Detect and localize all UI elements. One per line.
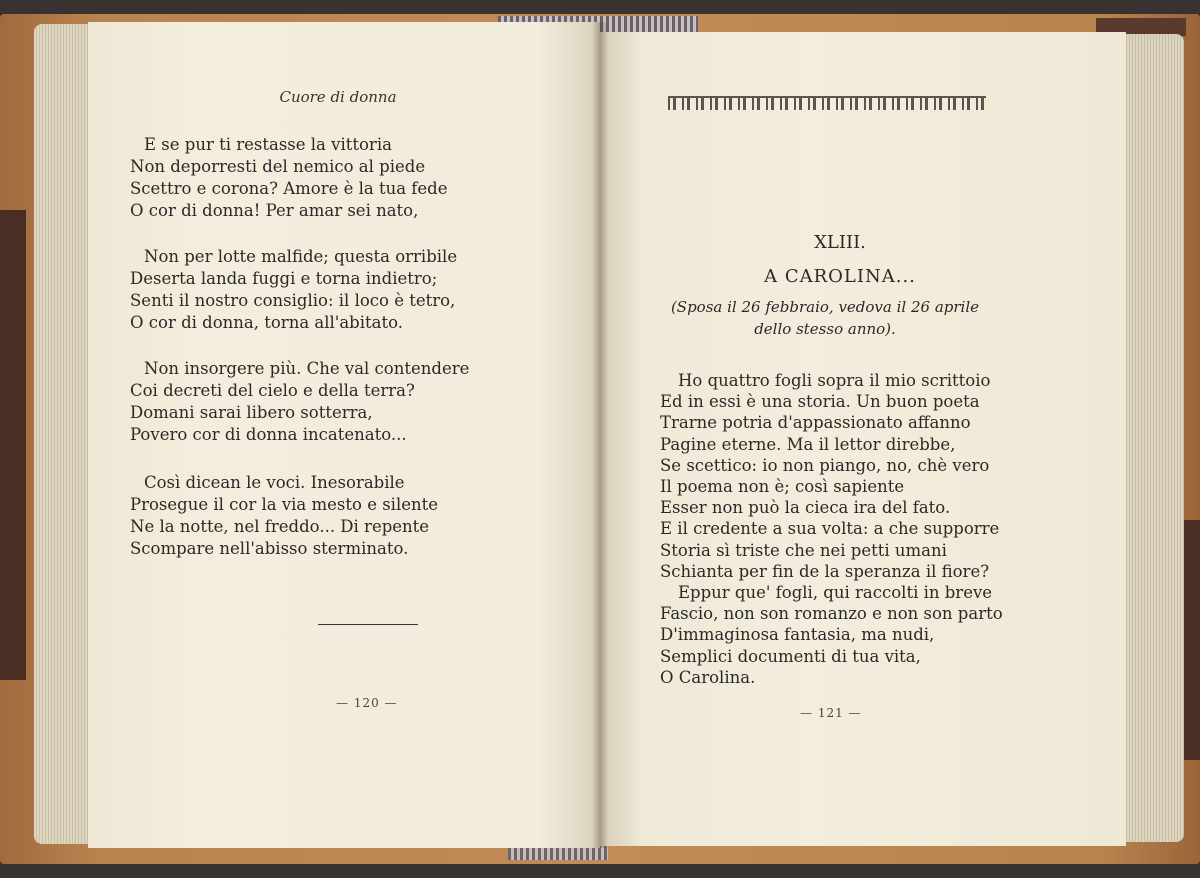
verse-line: O cor di donna, torna all'abitato. [130, 313, 403, 332]
verse-line: Schianta per fin de la speranza il fiore? [660, 561, 990, 581]
verse-line: Senti il nostro consiglio: il loco è tetro, [130, 291, 456, 310]
verse-line: Ho quattro fogli sopra il mio scrittoio [678, 371, 991, 390]
verse-line: Se scettico: io non piango, no, chè vero [660, 455, 990, 475]
ornamental-border [668, 96, 986, 110]
verse-line: Ed in essi è una storia. Un buon poeta [660, 392, 980, 412]
verse-line: Non insorgere più. Che val contendere [144, 359, 470, 378]
verse-line: Storia sì triste che nei petti umani [660, 540, 947, 560]
verse-line: O cor di donna! Per amar sei nato, [130, 201, 419, 220]
verse-line: Coi decreti del cielo e della terra? [130, 381, 415, 400]
running-head: Cuore di donna [279, 88, 397, 106]
stanza-1 [130, 134, 448, 222]
verse-line: Pagine eterne. Ma il lettor direbbe, [660, 434, 956, 454]
poem-subtitle [660, 296, 990, 340]
verse-line: Prosegue il cor la via mesto e silente [130, 495, 439, 514]
verse-line: Deserta landa fuggi e torna indietro; [130, 269, 438, 288]
verse-line: E se pur ti restasse la vittoria [144, 135, 392, 154]
subtitle-line: (Sposa il 26 febbraio, vedova il 26 aprile [670, 298, 980, 316]
stanza-4 [130, 472, 438, 560]
subtitle-line: dello stesso anno). [754, 320, 896, 338]
verse-line: O Carolina. [660, 667, 756, 687]
cover-corner-left [0, 210, 26, 680]
verse-line: Semplici documenti di tua vita, [660, 646, 921, 666]
verse-line: E il credente a sua volta: a che supporre [660, 519, 1000, 539]
verse-line: Esser non può la cieca ira del fato. [660, 498, 951, 518]
poem-number: XLIII. [814, 232, 866, 253]
verse-line: Ne la notte, nel freddo... Di repente [130, 517, 430, 536]
verse-line: Domani sarai libero sotterra, [130, 403, 373, 422]
end-rule [318, 624, 418, 625]
verse-line: Trarne potria d'appassionato affanno [660, 413, 971, 433]
verse-line: Così dicean le voci. Inesorabile [144, 473, 405, 492]
stanza-2 [130, 246, 457, 334]
verse-line: Non per lotte malfide; questa orribile [144, 247, 458, 266]
book-gutter [592, 22, 608, 848]
page-number-right: — 121 — [800, 706, 862, 720]
verse-line: Il poema non è; così sapiente [660, 477, 905, 497]
verse-line: Scettro e corona? Amore è la tua fede [130, 179, 448, 198]
verse-line: Non deporresti del nemico al piede [130, 157, 426, 176]
poem-body [660, 370, 1003, 688]
headband-bottom [508, 846, 608, 860]
verse-line: Fascio, non son romanzo e non son parto [660, 604, 1003, 624]
stanza-3 [130, 358, 469, 446]
page-number-left: — 120 — [336, 696, 398, 710]
verse-line: Scompare nell'abisso sterminato. [130, 539, 409, 558]
verse-line: D'immaginosa fantasia, ma nudi, [660, 625, 935, 645]
poem-title: A CAROLINA... [764, 266, 916, 287]
verse-line: Povero cor di donna incatenato... [130, 425, 407, 444]
verse-line: Eppur que' fogli, qui raccolti in breve [678, 583, 993, 603]
page-edges-right [1118, 34, 1184, 842]
